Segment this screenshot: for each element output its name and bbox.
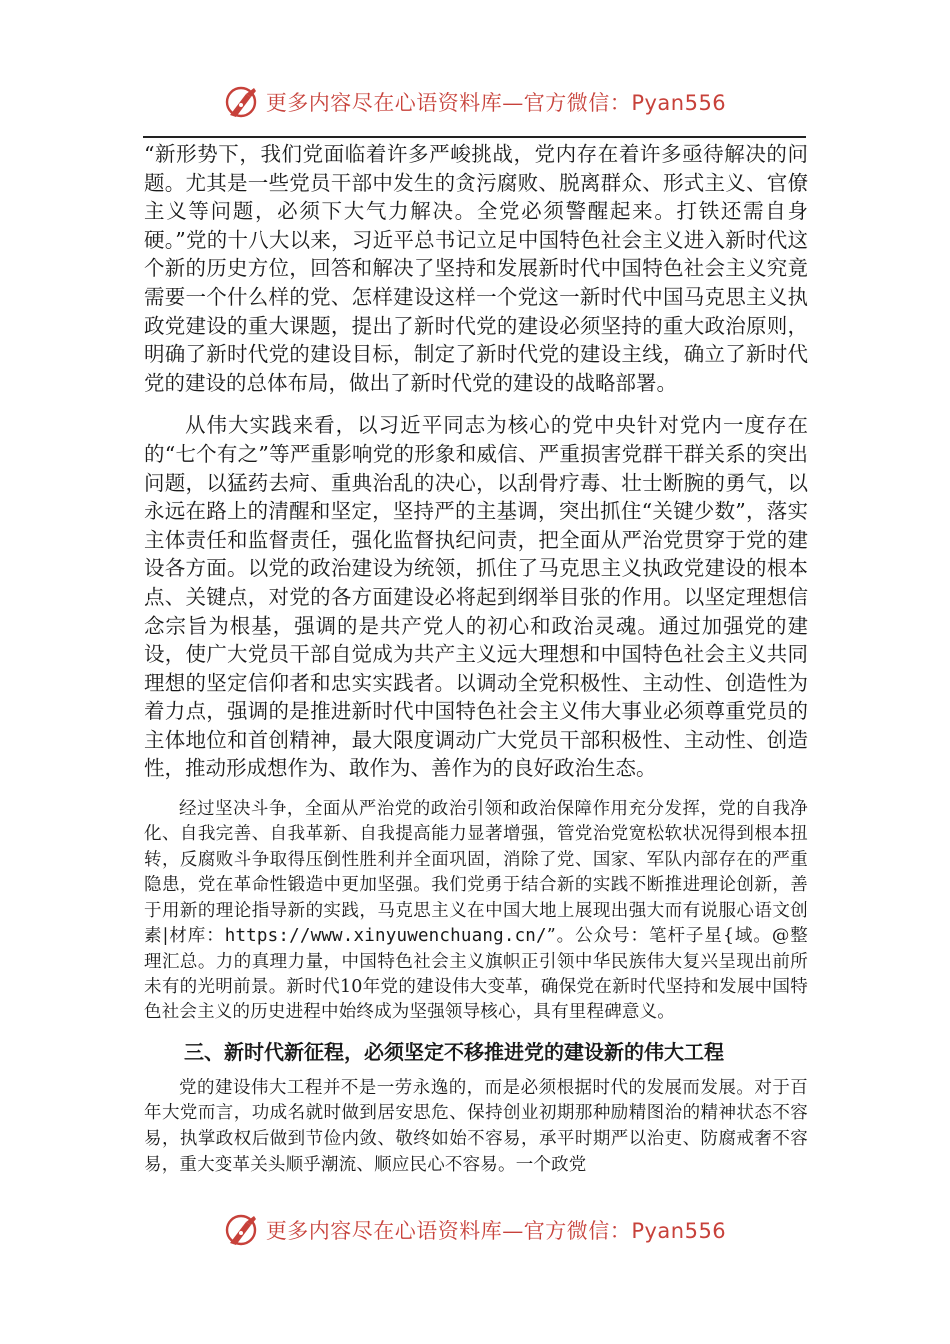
paragraph-1: “新形势下，我们党面临着许多严峻挑战，党内存在着许多亟待解决的问题。尤其是一些党员干部中发生的贪污腐败、脱离群众、形式主义、官僚主义等问题，必须下大气力解决。全党必须警醒起来。打铁还需自身硬。”党的十八大以来，习近平总书记立足中国特色社会主义进入新时代这个新的历史方位，回答和解决了坚持和发展新时代中国特色社会主义究竟需要一个什么样的党、怎样建设这样一个党这一新时代中国马克思主义执政党建设的重大课题，提出了新时代党的建设必须坚持的重大政治原则，明确了新时代党的建设目标，制定了新时代党的建设主线，确立了新时代党的建设的总体布局，做出了新时代党的建设的战略部署。 xyxy=(144,142,808,395)
pen-nib-logo-icon xyxy=(224,84,260,120)
section-heading-3: 三、新时代新征程，必须坚定不移推进党的建设新的伟大工程 xyxy=(184,1039,724,1064)
header-rule xyxy=(143,136,806,138)
pen-nib-logo-icon xyxy=(224,1212,260,1248)
source-url: https://www.xinyuwenchuang.cn/ xyxy=(224,926,547,947)
footer-banner xyxy=(0,1212,950,1248)
header-banner xyxy=(0,84,950,120)
footer-text: 更多内容尽在心语资料库—官方微信：Pyan556 xyxy=(265,1219,727,1243)
header-text: 更多内容尽在心语资料库—官方微信：Pyan556 xyxy=(265,91,727,115)
paragraph-3: 经过坚决斗争，全面从严治党的政治引领和政治保障作用充分发挥，党的自我净化、自我完善、自我革新、自我提高能力显著增强，管党治党宽松软状况得到根本扭转，反腐败斗争取得压倒性胜利并全面巩固，消除了党、国家、军队内部存在的严重隐患，党在革命性锻造中更加坚强。我们党勇于结合新的实践不断推进理论创新，善于用新的理论指导新的实践，马克思主义在中国大地上展现出强大而有说服心语文创素|材库：https://www.xinyuwenchuang.cn/”。公众号：笔杆子星{域。@整理汇总。力的真理力量，中国特色社会主义旗帜正引领中华民族伟大复兴呈现出前所未有的光明前景。新时代10年党的建设伟大变革，确保党在新时代坚持和发展中国特色社会主义的历史进程中始终成为坚强领导核心，具有里程碑意义。 xyxy=(144,799,808,1023)
document-body xyxy=(144,140,808,1178)
paragraph-4: 党的建设伟大工程并不是一劳永逸的，而是必须根据时代的发展而发展。对于百年大党而言，功成名就时做到居安思危、保持创业初期那种励精图治的精神状态不容易，执掌政权后做到节俭内敛、敬终如始不容易，承平时期严以治吏、防腐戒奢不容易，重大变革关头顺乎潮流、顺应民心不容易。一个政党 xyxy=(144,1077,808,1175)
paragraph-2: 从伟大实践来看，以习近平同志为核心的党中央针对党内一度存在的“七个有之”等严重影响党的形象和威信、严重损害党群干群关系的突出问题，以猛药去疴、重典治乱的决心，以刮骨疗毒、壮士断腕的勇气，以永远在路上的清醒和坚定，坚持严的主基调，突出抓住“关键少数”，落实主体责任和监督责任，强化监督执纪问责，把全面从严治党贯穿于党的建设各方面。以党的政治建设为统领，抓住了马克思主义执政党建设的根本点、关键点，对党的各方面建设必将起到纲举目张的作用。以坚定理想信念宗旨为根基，强调的是共产党人的初心和政治灵魂。通过加强党的建设，使广大党员干部自觉成为共产主义远大理想和中国特色社会主义共同理想的坚定信仰者和忠实实践者。以调动全党积极性、主动性、创造性为着力点，强调的是推进新时代中国特色社会主义伟大事业必须尊重党员的主体地位和首创精神，最大限度调动广大党员干部积极性、主动性、创造性，推动形成想作为、敢作为、善作为的良好政治生态。 xyxy=(144,413,808,781)
footer-wechat-id: Pyan556 xyxy=(631,1219,727,1243)
header-wechat-id: Pyan556 xyxy=(631,91,727,115)
